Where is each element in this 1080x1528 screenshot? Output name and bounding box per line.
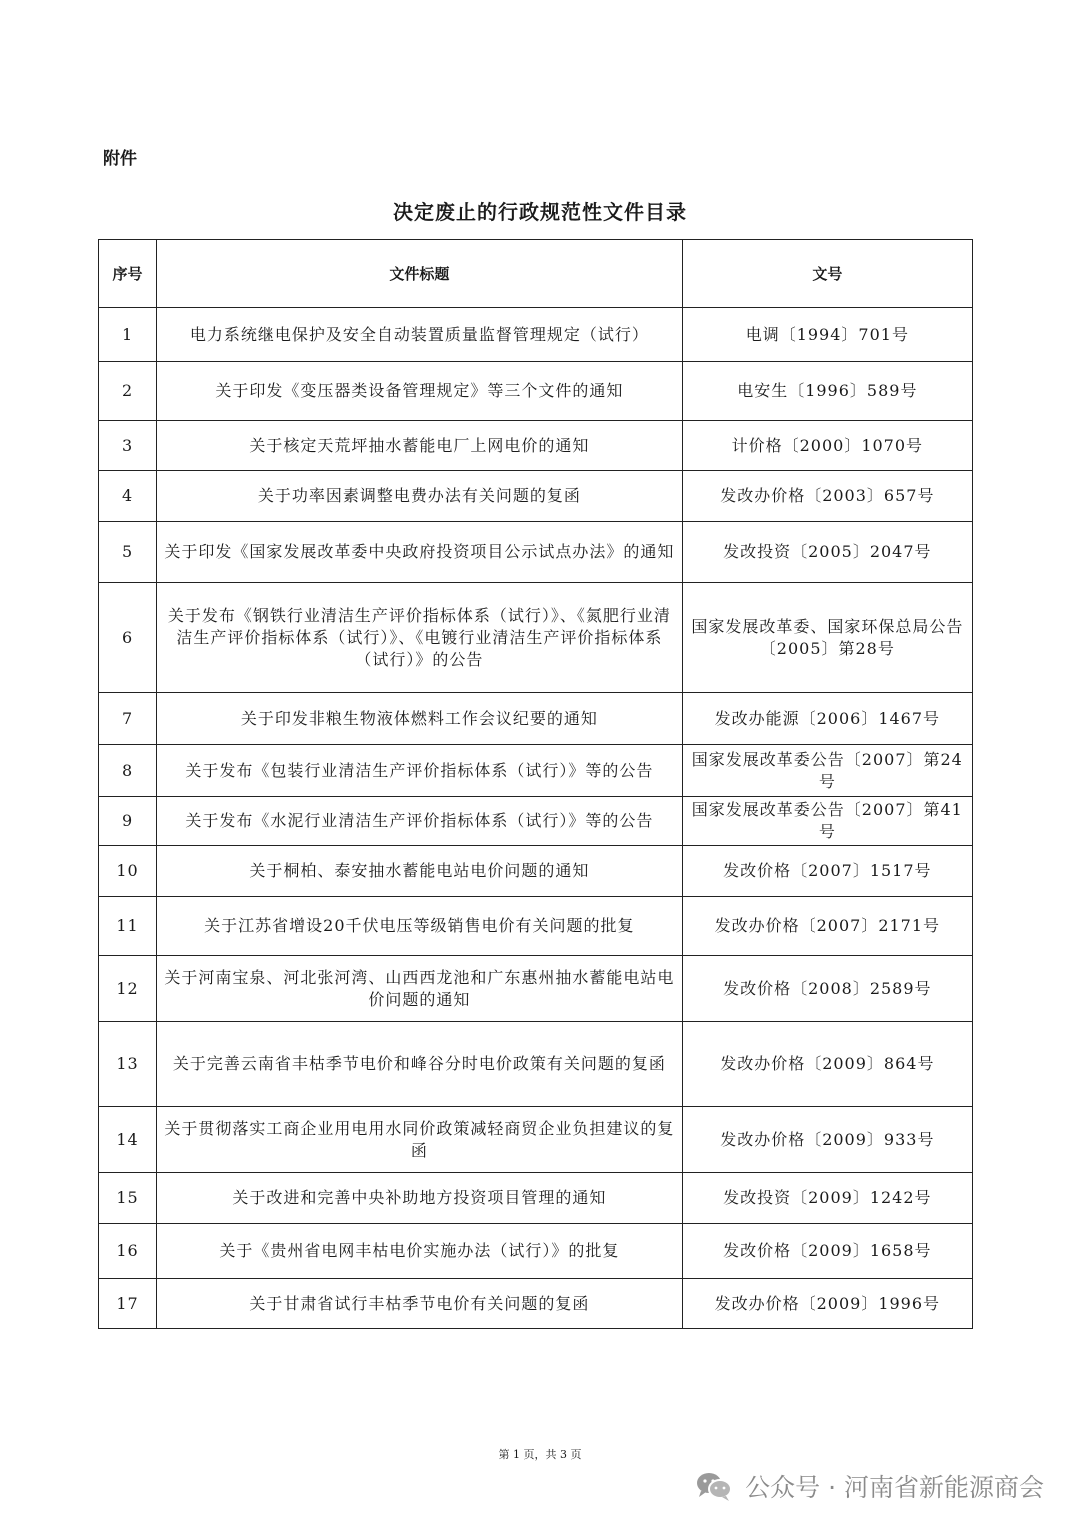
row-number: 13 xyxy=(99,1022,157,1107)
table-header-row xyxy=(99,240,973,308)
table-row xyxy=(99,693,973,745)
row-ref: 电安生〔1996〕589号 xyxy=(682,362,972,421)
column-header-no: 序号 xyxy=(99,240,157,308)
row-title: 关于印发《变压器类设备管理规定》等三个文件的通知 xyxy=(157,362,683,421)
document-title: 决定废止的行政规范性文件目录 xyxy=(393,200,687,224)
row-number: 7 xyxy=(99,693,157,745)
row-ref: 发改办价格〔2003〕657号 xyxy=(682,471,972,522)
row-title: 关于《贵州省电网丰枯电价实施办法（试行）》的批复 xyxy=(157,1224,683,1279)
row-ref: 发改办价格〔2009〕933号 xyxy=(682,1107,972,1173)
row-title: 关于印发非粮生物液体燃料工作会议纪要的通知 xyxy=(157,693,683,745)
row-ref: 国家发展改革委公告〔2007〕第41号 xyxy=(682,797,972,846)
table-row xyxy=(99,471,973,522)
column-header-ref: 文号 xyxy=(682,240,972,308)
document-table xyxy=(98,239,981,1329)
row-title: 关于发布《水泥行业清洁生产评价指标体系（试行）》等的公告 xyxy=(157,797,683,846)
table-row xyxy=(99,745,973,797)
row-ref: 发改价格〔2007〕1517号 xyxy=(682,846,972,897)
table-row xyxy=(99,421,973,471)
row-number: 12 xyxy=(99,956,157,1022)
table-row xyxy=(99,308,973,362)
row-title: 关于桐柏、泰安抽水蓄能电站电价问题的通知 xyxy=(157,846,683,897)
row-title: 电力系统继电保护及安全自动装置质量监督管理规定（试行） xyxy=(157,308,683,362)
table-row xyxy=(99,1022,973,1107)
table-row xyxy=(99,583,973,693)
row-title: 关于贯彻落实工商企业用电用水同价政策减轻商贸企业负担建议的复函 xyxy=(157,1107,683,1173)
row-number: 1 xyxy=(99,308,157,362)
row-ref: 发改投资〔2009〕1242号 xyxy=(682,1173,972,1224)
row-number: 16 xyxy=(99,1224,157,1279)
watermark-text: 公众号 · 河南省新能源商会 xyxy=(745,1473,1044,1502)
table-row xyxy=(99,1279,973,1329)
table-row xyxy=(99,1107,973,1173)
row-number: 6 xyxy=(99,583,157,693)
row-title: 关于核定天荒坪抽水蓄能电厂上网电价的通知 xyxy=(157,421,683,471)
wechat-icon xyxy=(695,1470,733,1502)
row-number: 15 xyxy=(99,1173,157,1224)
row-title: 关于发布《包装行业清洁生产评价指标体系（试行）》等的公告 xyxy=(157,745,683,797)
table-row xyxy=(99,362,973,421)
row-ref: 发改价格〔2008〕2589号 xyxy=(682,956,972,1022)
row-title: 关于甘肃省试行丰枯季节电价有关问题的复函 xyxy=(157,1279,683,1329)
row-ref: 发改办能源〔2006〕1467号 xyxy=(682,693,972,745)
table-row xyxy=(99,956,973,1022)
page-number: 第 1 页，共 3 页 xyxy=(498,1448,582,1461)
row-number: 11 xyxy=(99,897,157,956)
watermark xyxy=(695,1466,1044,1506)
row-title: 关于河南宝泉、河北张河湾、山西西龙池和广东惠州抽水蓄能电站电价问题的通知 xyxy=(157,956,683,1022)
row-number: 3 xyxy=(99,421,157,471)
row-number: 4 xyxy=(99,471,157,522)
attachment-label: 附件 xyxy=(103,149,137,169)
table-row xyxy=(99,897,973,956)
row-number: 17 xyxy=(99,1279,157,1329)
row-ref: 国家发展改革委公告〔2007〕第24号 xyxy=(682,745,972,797)
row-ref: 计价格〔2000〕1070号 xyxy=(682,421,972,471)
row-number: 2 xyxy=(99,362,157,421)
row-ref: 发改办价格〔2009〕864号 xyxy=(682,1022,972,1107)
row-title: 关于江苏省增设20千伏电压等级销售电价有关问题的批复 xyxy=(157,897,683,956)
row-title: 关于完善云南省丰枯季节电价和峰谷分时电价政策有关问题的复函 xyxy=(157,1022,683,1107)
row-ref: 发改价格〔2009〕1658号 xyxy=(682,1224,972,1279)
row-title: 关于功率因素调整电费办法有关问题的复函 xyxy=(157,471,683,522)
row-ref: 发改投资〔2005〕2047号 xyxy=(682,522,972,583)
row-ref: 发改办价格〔2009〕1996号 xyxy=(682,1279,972,1329)
row-ref: 国家发展改革委、国家环保总局公告 〔2005〕第28号 xyxy=(682,583,972,693)
row-title: 关于印发《国家发展改革委中央政府投资项目公示试点办法》的通知 xyxy=(157,522,683,583)
table-row xyxy=(99,1173,973,1224)
table-row xyxy=(99,797,973,846)
row-title: 关于发布《钢铁行业清洁生产评价指标体系（试行）》、《氮肥行业清洁生产评价指标体系（试行）》、《电镀行业清洁生产评价指标体系（试行）》的公告 xyxy=(157,583,683,693)
row-ref: 电调〔1994〕701号 xyxy=(682,308,972,362)
column-header-title: 文件标题 xyxy=(157,240,683,308)
row-number: 5 xyxy=(99,522,157,583)
row-ref: 发改办价格〔2007〕2171号 xyxy=(682,897,972,956)
row-number: 10 xyxy=(99,846,157,897)
row-number: 8 xyxy=(99,745,157,797)
table-row xyxy=(99,522,973,583)
table-row xyxy=(99,1224,973,1279)
row-number: 9 xyxy=(99,797,157,846)
row-number: 14 xyxy=(99,1107,157,1173)
row-title: 关于改进和完善中央补助地方投资项目管理的通知 xyxy=(157,1173,683,1224)
table-row xyxy=(99,846,973,897)
